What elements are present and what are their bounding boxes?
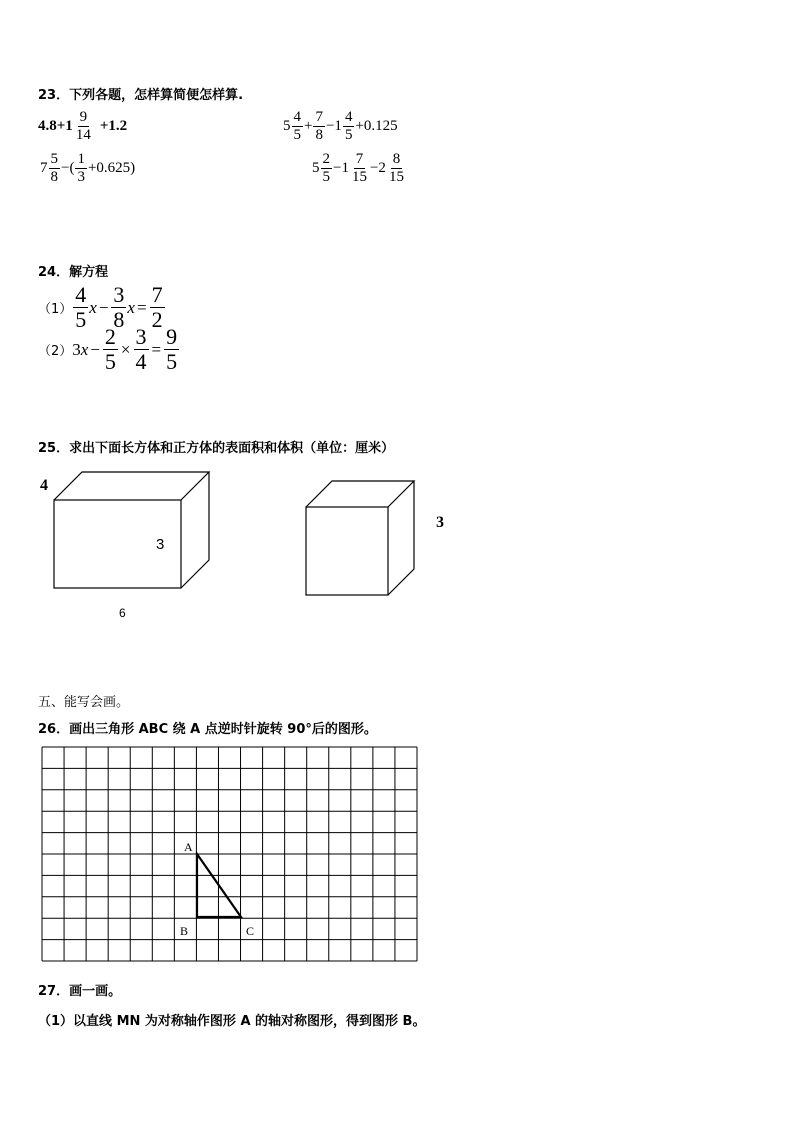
fraction: $\frac{2}{5}$ (322, 151, 330, 185)
q23-title: 23．下列各题，怎样算简便怎样算. (38, 88, 244, 103)
fraction: $\frac{1}{3}$ (77, 151, 85, 185)
fraction: $\frac{3}{8}$ (113, 282, 125, 332)
equation-label: （2） (38, 344, 73, 359)
equation-label: （1） (38, 302, 73, 317)
fraction: $\frac{9}{14}$ (75, 109, 91, 143)
fraction: $\frac{8}{15}$ (388, 151, 404, 185)
fraction: $\frac{4}{5}$ (75, 282, 87, 332)
section-five-title: 五、能写会画。 (38, 695, 130, 710)
cube-edge-label: 3 (436, 514, 444, 531)
point-c-label: C (246, 924, 255, 938)
q26-title: 26．画出三角形 ABC 绕 A 点逆时针旋转 90°后的图形。 (38, 722, 377, 737)
square-grid (42, 747, 417, 961)
q23-expression-4: 5 $\frac{2}{5}$ −1 $\frac{7}{15}$ −2 $\frac{8}{15}$ (312, 151, 404, 185)
fraction: $\frac{7}{8}$ (315, 109, 323, 143)
q25-title: 25．求出下面长方体和正方体的表面积和体积（单位：厘米） (38, 441, 395, 456)
q23-expression-2: 5 $\frac{4}{5}$ + $\frac{7}{8}$ −1 $\frac{4}{5}$ +0.125 (283, 109, 398, 143)
expr-tail: +1.2 (99, 118, 128, 134)
fraction: $\frac{4}{5}$ (293, 109, 301, 143)
q24-title: 24．解方程 (38, 265, 109, 280)
fraction: $\frac{2}{5}$ (104, 324, 116, 374)
cuboid-depth-label: 4 (40, 477, 48, 494)
point-b-label: B (180, 924, 189, 938)
fraction: $\frac{7}{15}$ (351, 151, 367, 185)
triangle-abc (197, 854, 241, 917)
q24-equation-1: （1） $\frac{4}{5}$ x − $\frac{3}{8}$ x = $\frac{7}{2}$ (38, 282, 163, 332)
expr-lead: 4.8+1 (38, 118, 73, 134)
cuboid-height-label: 3 (156, 536, 165, 553)
q24-equation-2: （2） 3 x − $\frac{2}{5}$ × $\frac{3}{4}$ = $\frac{9}{5}$ (38, 324, 178, 374)
q27-subquestion-1: （1）以直线 MN 为对称轴作图形 A 的轴对称图形，得到图形 B。 (38, 1014, 426, 1029)
fraction: $\frac{3}{4}$ (135, 324, 147, 374)
fraction: $\frac{4}{5}$ (344, 109, 353, 143)
fraction: $\frac{7}{2}$ (151, 282, 163, 332)
cuboid-length-label: 6 (119, 606, 126, 620)
q23-expression-3: 7 $\frac{5}{8}$ −( $\frac{1}{3}$ +0.625) (40, 151, 136, 185)
fraction: $\frac{5}{8}$ (50, 151, 58, 185)
point-a-label: A (184, 840, 193, 854)
fraction: $\frac{9}{5}$ (166, 324, 178, 374)
q27-title: 27．画一画。 (38, 984, 122, 999)
